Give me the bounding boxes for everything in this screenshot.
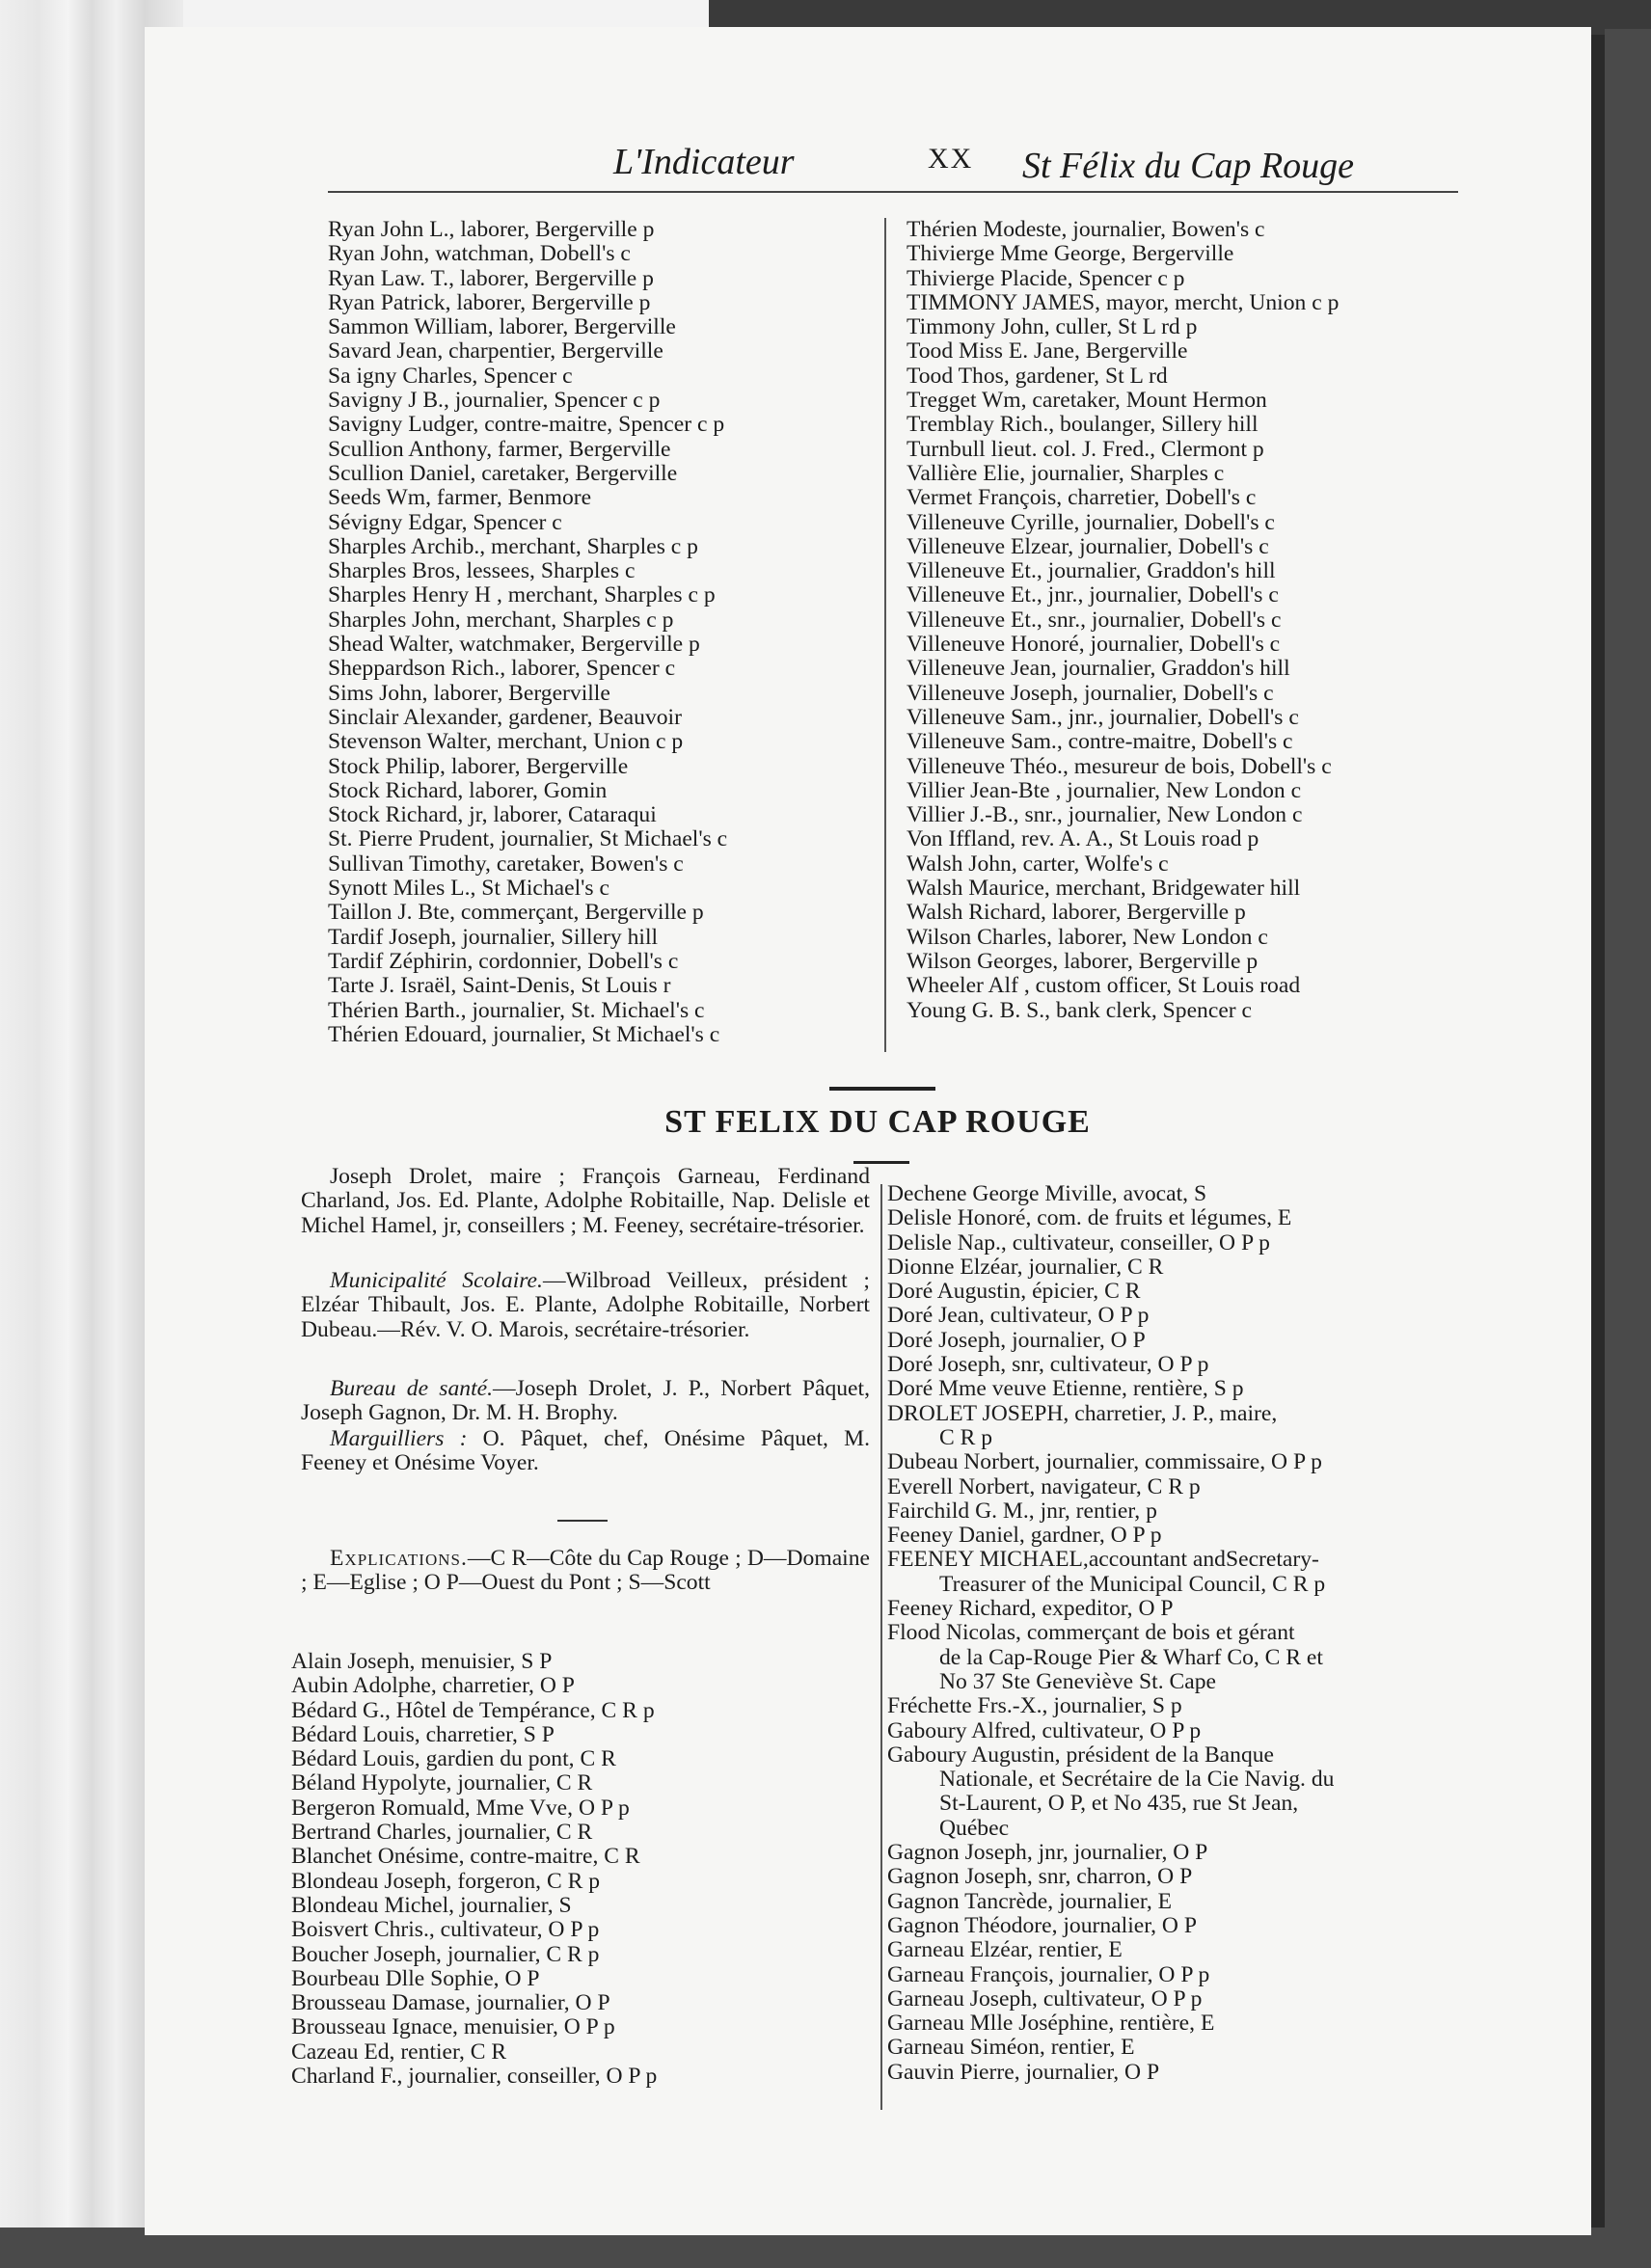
- directory-entry: Sammon William, laborer, Bergerville: [328, 314, 676, 340]
- directory-entry: Garneau Joseph, cultivateur, O P p: [887, 1985, 1203, 2012]
- directory-entry: FEENEY MICHAEL,accountant andSecretary-: [887, 1547, 1319, 1573]
- directory-entry: Dionne Elzéar, journalier, C R: [887, 1254, 1164, 1280]
- directory-entry: Sharples Archib., merchant, Sharples c p: [328, 533, 698, 559]
- directory-entry: Tremblay Rich., boulanger, Sillery hill: [907, 412, 1259, 438]
- churchwardens-members: O. Pâquet, chef, Onésime Pâquet, M. Feeney et Onésime Voyer.: [301, 1426, 870, 1476]
- directory-entry: Nationale, et Secrétaire de la Cie Navig. du: [939, 1767, 1335, 1793]
- directory-entry: Scullion Anthony, farmer, Bergerville: [328, 436, 671, 462]
- directory-entry: Brousseau Damase, journalier, O P: [291, 1990, 610, 2016]
- directory-entry: Alain Joseph, menuisier, S P: [291, 1649, 553, 1674]
- directory-entry: Villeneuve Et., snr., journalier, Dobell's c: [907, 607, 1282, 633]
- directory-entry: Garneau Siméon, rentier, E: [887, 2035, 1135, 2061]
- directory-entry: Villeneuve Jean, journalier, Graddon's hill: [907, 656, 1290, 682]
- directory-entry: de la Cap-Rouge Pier & Wharf Co, C R et: [939, 1644, 1323, 1670]
- directory-entry: Garneau Elzéar, rentier, E: [887, 1937, 1123, 1963]
- directory-entry: St-Laurent, O P, et No 435, rue St Jean,: [939, 1791, 1299, 1817]
- directory-entry: Sévigny Edgar, Spencer c: [328, 509, 562, 535]
- directory-entry: Vermet François, charretier, Dobell's c: [907, 485, 1257, 511]
- directory-entry: Tood Miss E. Jane, Bergerville: [907, 338, 1188, 364]
- directory-entry: Boucher Joseph, journalier, C R p: [291, 1941, 600, 1967]
- directory-entry: Dechene George Miville, avocat, S: [887, 1181, 1207, 1206]
- running-header: [193, 116, 1369, 186]
- directory-entry: Thérien Modeste, journalier, Bowen's c: [907, 217, 1265, 242]
- directory-entry: Villeneuve Et., jnr., journalier, Dobell's c: [907, 582, 1279, 608]
- directory-entry: Turnbull lieut. col. J. Fred., Clermont p: [907, 436, 1264, 462]
- directory-entry: Villeneuve Elzear, journalier, Dobell's c: [907, 533, 1269, 559]
- directory-entry: Ryan Patrick, laborer, Bergerville p: [328, 289, 651, 315]
- directory-entry: Doré Joseph, snr, cultivateur, O P p: [887, 1352, 1209, 1378]
- directory-entry: Villeneuve Théo., mesureur de bois, Dobell's c: [907, 753, 1332, 779]
- directory-entry: Everell Norbert, navigateur, C R p: [887, 1473, 1201, 1499]
- health-board-paragraph: [301, 1377, 870, 1426]
- directory-entry: Bédard G., Hôtel de Tempérance, C R p: [291, 1697, 655, 1723]
- directory-entry: Savigny J B., journalier, Spencer c p: [328, 388, 661, 414]
- directory-entry: Tregget Wm, caretaker, Mount Hermon: [907, 388, 1267, 414]
- directory-entry: Shead Walter, watchmaker, Bergerville p: [328, 632, 700, 658]
- directory-entry: Villeneuve Cyrille, journalier, Dobell's c: [907, 509, 1275, 535]
- directory-entry: Villeneuve Joseph, journalier, Dobell's c: [907, 680, 1274, 706]
- section-title: ST FELIX DU CAP ROUGE: [664, 1104, 1091, 1140]
- directory-entry: Stock Philip, laborer, Bergerville: [328, 753, 629, 779]
- directory-entry: Béland Hypolyte, journalier, C R: [291, 1770, 593, 1796]
- directory-entry: Gagnon Tancrède, journalier, E: [887, 1888, 1173, 1914]
- directory-entry: Von Iffland, rev. A. A., St Louis road p: [907, 826, 1259, 852]
- directory-entry: Doré Jean, cultivateur, O P p: [887, 1303, 1150, 1329]
- directory-entry: Villeneuve Sam., jnr., journalier, Dobell's c: [907, 704, 1299, 730]
- directory-entry: Ryan Law. T., laborer, Bergerville p: [328, 265, 654, 291]
- directory-entry: No 37 Ste Geneviève St. Cape: [939, 1668, 1216, 1694]
- directory-entry: Wilson Charles, laborer, New London c: [907, 924, 1268, 950]
- health-board-members: —Joseph Drolet, J. P., Norbert Pâquet, Joseph Gagnon, Dr. M. H. Brophy.: [301, 1376, 870, 1426]
- explanations-label: Explications.: [330, 1546, 468, 1571]
- council-text: Joseph Drolet, maire ; François Garneau, Ferdinand Charland, Jos. Ed. Plante, Adolphe Robitaille, Nap. Delisle et Michel Hamel, jr, conseillers ; M. Feeney, secrétaire-trésorier.: [301, 1164, 870, 1238]
- churchwardens-label: Marguilliers :: [330, 1426, 468, 1451]
- directory-entry: Garneau François, journalier, O P p: [887, 1961, 1210, 1987]
- explanations-abbreviations: —C R—Côte du Cap Rouge ; D—Domaine ; E—Eglise ; O P—Ouest du Pont ; S—Scott: [301, 1546, 870, 1596]
- directory-entry: Dubeau Norbert, journalier, commissaire, O P p: [887, 1449, 1322, 1475]
- directory-entry: Bertrand Charles, journalier, C R: [291, 1820, 593, 1846]
- directory-entry: Walsh John, carter, Wolfe's c: [907, 850, 1169, 877]
- paragraph-separator: [557, 1520, 608, 1522]
- directory-entry: Gaboury Alfred, cultivateur, O P p: [887, 1717, 1202, 1743]
- directory-entry: Gauvin Pierre, journalier, O P: [887, 2059, 1160, 2085]
- directory-entry: Villeneuve Et., journalier, Graddon's hill: [907, 558, 1276, 584]
- directory-entry: Young G. B. S., bank clerk, Spencer c: [907, 997, 1253, 1023]
- directory-column-bottom-right: [887, 1182, 1466, 2085]
- explanations-text: [301, 1547, 870, 1596]
- directory-entry: Flood Nicolas, commerçant de bois et gérant: [887, 1620, 1295, 1646]
- directory-column-bottom-left: [291, 1650, 870, 2089]
- directory-entry: Treasurer of the Municipal Council, C R p: [939, 1571, 1326, 1597]
- directory-entry: Sharples Henry H , merchant, Sharples c p: [328, 582, 716, 608]
- health-board-text: [301, 1377, 870, 1426]
- directory-entry: DROLET JOSEPH, charretier, J. P., maire,: [887, 1400, 1278, 1426]
- directory-entry: Cazeau Ed, rentier, C R: [291, 2038, 507, 2065]
- header-publication: L'Indicateur: [613, 142, 795, 182]
- directory-entry: Bédard Louis, charretier, S P: [291, 1721, 555, 1747]
- directory-entry: Taillon J. Bte, commerçant, Bergerville p: [328, 900, 704, 926]
- directory-entry: Tardif Zéphirin, cordonnier, Dobell's c: [328, 948, 679, 974]
- header-rule: [328, 191, 1458, 193]
- directory-entry: Sims John, laborer, Bergerville: [328, 680, 610, 706]
- directory-entry: Delisle Honoré, com. de fruits et légumes, E: [887, 1205, 1292, 1231]
- directory-entry: Ryan John, watchman, Dobell's c: [328, 241, 631, 267]
- directory-entry: Fréchette Frs.-X., journalier, S p: [887, 1693, 1182, 1719]
- directory-entry: Fairchild G. M., jnr, rentier, p: [887, 1498, 1157, 1524]
- directory-entry: Sharples John, merchant, Sharples c p: [328, 607, 674, 633]
- directory-entry: Bourbeau Dlle Sophie, O P: [291, 1965, 540, 1991]
- column-divider-bottom: [880, 1184, 882, 2110]
- directory-entry: Savard Jean, charpentier, Bergerville: [328, 338, 663, 364]
- explanations-paragraph: [301, 1547, 870, 1596]
- directory-entry: Villeneuve Sam., contre-maitre, Dobell's c: [907, 729, 1293, 755]
- directory-entry: Walsh Maurice, merchant, Bridgewater hill: [907, 876, 1301, 902]
- directory-entry: Tardif Joseph, journalier, Sillery hill: [328, 924, 659, 950]
- council-paragraph: [301, 1165, 870, 1238]
- directory-entry: Vallière Elie, journalier, Sharples c: [907, 460, 1225, 486]
- directory-entry: Scullion Daniel, caretaker, Bergerville: [328, 460, 678, 486]
- directory-entry: Feeney Richard, expeditor, O P: [887, 1596, 1174, 1622]
- directory-entry: Québec: [939, 1815, 1010, 1841]
- school-board-label: Municipalité Scolaire.: [330, 1268, 543, 1293]
- header-section: St Félix du Cap Rouge: [1022, 146, 1355, 186]
- directory-entry: Sinclair Alexander, gardener, Beauvoir: [328, 704, 682, 730]
- directory-entry: Stock Richard, jr, laborer, Cataraqui: [328, 802, 657, 828]
- directory-entry: Doré Joseph, journalier, O P: [887, 1327, 1146, 1353]
- directory-entry: Stevenson Walter, merchant, Union c p: [328, 729, 684, 755]
- directory-entry: Brousseau Ignace, menuisier, O P p: [291, 2014, 615, 2040]
- health-board-label: Bureau de santé.: [330, 1376, 493, 1401]
- directory-entry: Sheppardson Rich., laborer, Spencer c: [328, 656, 676, 682]
- directory-entry: Sharples Bros, lessees, Sharples c: [328, 558, 636, 584]
- directory-entry: Sa igny Charles, Spencer c: [328, 363, 573, 389]
- directory-entry: Synott Miles L., St Michael's c: [328, 876, 609, 902]
- directory-entry: Wilson Georges, laborer, Bergerville p: [907, 948, 1259, 974]
- column-divider-top: [884, 218, 886, 1052]
- directory-entry: Walsh Richard, laborer, Bergerville p: [907, 900, 1246, 926]
- directory-entry: Wheeler Alf , custom officer, St Louis road: [907, 973, 1301, 999]
- directory-entry: Bédard Louis, gardien du pont, C R: [291, 1746, 616, 1772]
- directory-entry: Villeneuve Honoré, journalier, Dobell's c: [907, 632, 1281, 658]
- directory-entry: Thérien Edouard, journalier, St Michael's c: [328, 1021, 720, 1047]
- directory-entry: Gagnon Théodore, journalier, O P: [887, 1912, 1197, 1938]
- directory-entry: Stock Richard, laborer, Gomin: [328, 777, 608, 803]
- directory-entry: Doré Mme veuve Etienne, rentière, S p: [887, 1376, 1244, 1402]
- directory-entry: Savigny Ludger, contre-maitre, Spencer c p: [328, 412, 725, 438]
- directory-entry: Villier Jean-Bte , journalier, New London c: [907, 777, 1302, 803]
- directory-entry: Gaboury Augustin, président de la Banque: [887, 1742, 1275, 1768]
- header-page-number: XX: [928, 143, 974, 175]
- directory-entry: St. Pierre Prudent, journalier, St Michael's c: [328, 826, 728, 852]
- directory-entry: Blanchet Onésime, contre-maitre, C R: [291, 1844, 640, 1870]
- directory-entry: Tarte J. Israël, Saint-Denis, St Louis r: [328, 973, 671, 999]
- directory-column-top-right: [907, 218, 1456, 1023]
- directory-entry: Thivierge Mme George, Bergerville: [907, 241, 1234, 267]
- directory-entry: Blondeau Michel, journalier, S: [291, 1892, 572, 1918]
- school-board-members: —Wilbroad Veilleux, président ; Elzéar Thibault, Jos. E. Plante, Adolphe Robitaille, Norbert Dubeau.—Rév. V. O. Marois, secrétaire-trésorier.: [301, 1268, 870, 1342]
- directory-entry: Charland F., journalier, conseiller, O P p: [291, 2064, 658, 2090]
- directory-entry: Bergeron Romuald, Mme Vve, O P p: [291, 1795, 630, 1821]
- directory-entry: Villier J.-B., snr., journalier, New London c: [907, 802, 1303, 828]
- scan-background-right: [1605, 29, 1651, 2268]
- churchwardens-text: [301, 1427, 870, 1476]
- school-board-text: [301, 1269, 870, 1342]
- directory-entry: Aubin Adolphe, charretier, O P: [291, 1673, 575, 1699]
- directory-entry: Timmony John, culler, St L rd p: [907, 314, 1198, 340]
- school-board-paragraph: [301, 1269, 870, 1342]
- directory-entry: Gagnon Joseph, jnr, journalier, O P: [887, 1840, 1208, 1866]
- directory-entry: Garneau Mlle Joséphine, rentière, E: [887, 2011, 1215, 2037]
- directory-entry: Feeney Daniel, gardner, O P p: [887, 1523, 1162, 1549]
- directory-entry: TIMMONY JAMES, mayor, mercht, Union c p: [907, 289, 1340, 315]
- directory-entry: Thérien Barth., journalier, St. Michael's c: [328, 997, 705, 1023]
- section-rule-top: [829, 1087, 935, 1091]
- directory-entry: Ryan John L., laborer, Bergerville p: [328, 217, 655, 242]
- directory-entry: Tood Thos, gardener, St L rd: [907, 363, 1168, 389]
- directory-entry: Boisvert Chris., cultivateur, O P p: [291, 1917, 600, 1943]
- directory-entry: Gagnon Joseph, snr, charron, O P: [887, 1864, 1193, 1890]
- directory-entry: Blondeau Joseph, forgeron, C R p: [291, 1868, 601, 1894]
- directory-entry: Sullivan Timothy, caretaker, Bowen's c: [328, 850, 684, 877]
- churchwardens-paragraph: [301, 1427, 870, 1476]
- directory-entry: Seeds Wm, farmer, Benmore: [328, 485, 592, 511]
- directory-entry: Thivierge Placide, Spencer c p: [907, 265, 1185, 291]
- directory-entry: Doré Augustin, épicier, C R: [887, 1279, 1141, 1305]
- directory-entry: Delisle Nap., cultivateur, conseiller, O P p: [887, 1229, 1270, 1256]
- directory-entry: C R p: [939, 1424, 993, 1450]
- directory-column-top-left: [328, 218, 878, 1047]
